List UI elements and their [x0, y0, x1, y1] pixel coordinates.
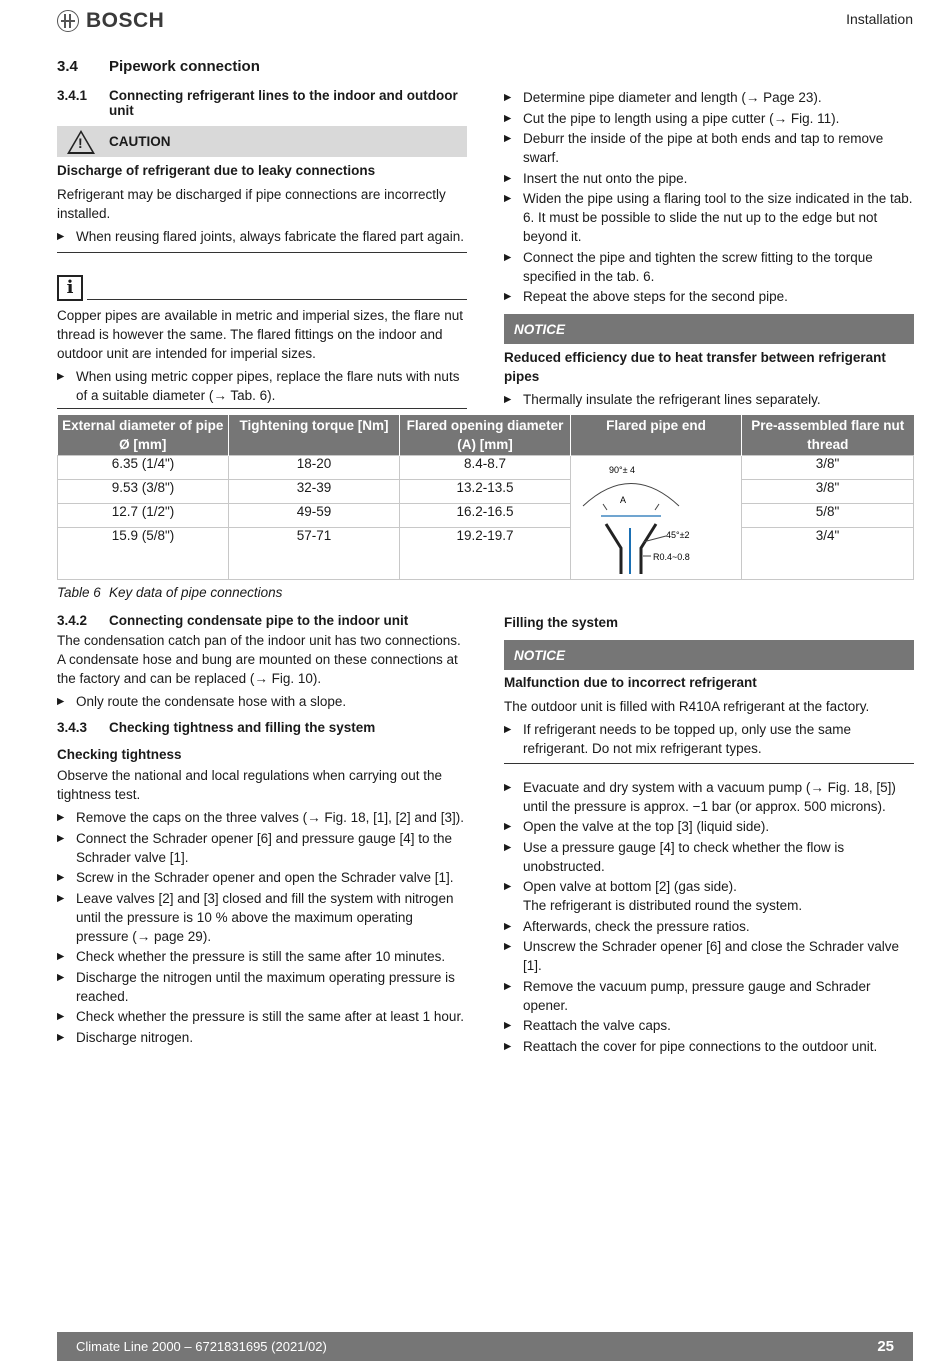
- list-item: ▶ Open the valve at the top [3] (liquid side).: [504, 817, 914, 836]
- table-cell: 3/4": [742, 527, 914, 579]
- caution-list: [57, 227, 467, 253]
- table-cell: 3/8": [742, 479, 914, 503]
- table-cell: 6.35 (1/4"): [58, 456, 229, 480]
- column-header: External diameter of pipe Ø [mm]: [58, 415, 229, 456]
- subsection-heading-3-4-2: [57, 613, 467, 628]
- filling-steps: [504, 778, 914, 1056]
- list-item: ▶ Check whether the pressure is still the same after 10 minutes.: [57, 947, 467, 966]
- bosch-armature-icon: [57, 10, 79, 32]
- table-cell: 16.2-16.5: [400, 503, 571, 527]
- info-icon: i: [57, 275, 83, 301]
- list-item: ▶ Deburr the inside of the pipe at both ends and tap to remove swarf.: [504, 129, 914, 167]
- notice-list: [504, 390, 914, 416]
- table-cell: 13.2-13.5: [400, 479, 571, 503]
- list-item: ▶ Unscrew the Schrader opener [6] and close the Schrader valve [1].: [504, 937, 914, 975]
- info-text: Copper pipes are available in metric and imperial sizes, the flare nut thread is however the same. The flared fittings on the indoor and outdoor unit are intended for imperial sizes.: [57, 307, 463, 361]
- page-number: 25: [877, 1338, 894, 1355]
- subsection-heading-3-4-1: [57, 88, 467, 118]
- caution-label: CAUTION: [109, 134, 171, 149]
- left-column-top: [57, 88, 467, 409]
- notice-banner: NOTICE: [504, 640, 914, 670]
- table-cell: 5/8": [742, 503, 914, 527]
- table-cell: 18-20: [229, 456, 400, 480]
- table-row: [58, 527, 914, 579]
- list-item: ▶ Remove the vacuum pump, pressure gauge and Schrader opener.: [504, 977, 914, 1015]
- list-item: ▶ Thermally insulate the refrigerant lines separately.: [504, 390, 914, 409]
- table-cell: 19.2-19.7: [400, 527, 571, 579]
- section-number: 3.4: [57, 58, 78, 75]
- table-cell: 12.7 (1/2"): [58, 503, 229, 527]
- table-caption: [57, 585, 282, 600]
- table-cell: 8.4-8.7: [400, 456, 571, 480]
- list-item: ▶ Discharge nitrogen.: [57, 1028, 467, 1047]
- left-column-bottom: [57, 613, 467, 1048]
- caution-banner: [57, 126, 467, 157]
- figure-label: 45°±2: [666, 530, 690, 540]
- list-item: ▶ If refrigerant needs to be topped up, only use the same refrigerant. Do not mix refrigerant types.: [504, 720, 914, 758]
- list-item: ▶ Check whether the pressure is still the same after at least 1 hour.: [57, 1007, 467, 1026]
- caution-heading: Discharge of refrigerant due to leaky connections: [57, 163, 376, 178]
- filling-heading: Filling the system: [504, 615, 619, 630]
- section-heading-3-4: [57, 58, 260, 75]
- list-item: ▶ Reattach the valve caps.: [504, 1016, 914, 1035]
- condensate-text: The condensation catch pan of the indoor unit has two connections. A condensate hose and bung are mounted on these connections at the factory and can be replaced (→ Fig. 10).: [57, 633, 461, 686]
- list-item: ▶ Afterwards, check the pressure ratios.: [504, 917, 914, 936]
- list-item: ▶ Cut the pipe to length using a pipe cutter (→ Fig. 11).: [504, 109, 914, 128]
- flared-pipe-diagram: [571, 456, 741, 576]
- brand-name: BOSCH: [86, 9, 165, 32]
- right-column-top: [504, 88, 914, 448]
- list-item: ▶ Reattach the cover for pipe connections to the outdoor unit.: [504, 1037, 914, 1056]
- caution-text: Refrigerant may be discharged if pipe connections are incorrectly installed.: [57, 187, 446, 221]
- tightness-steps: [57, 808, 467, 1047]
- list-item: ▶ Remove the caps on the three valves (→ Fig. 18, [1], [2] and [3]).: [57, 808, 467, 827]
- list-item: ▶ Only route the condensate hose with a slope.: [57, 692, 467, 711]
- tightness-heading: Checking tightness: [57, 747, 182, 762]
- column-header: Flared pipe end: [571, 415, 742, 456]
- info-list: [57, 367, 467, 410]
- flared-pipe-figure-cell: [571, 456, 742, 580]
- page-footer: [57, 1332, 913, 1361]
- table-cell: 32-39: [229, 479, 400, 503]
- subsection-number: 3.4.3: [57, 720, 88, 735]
- subsection-title: Connecting refrigerant lines to the indoor and outdoor unit: [109, 88, 458, 118]
- pipe-connection-table: [57, 415, 914, 580]
- list-item: ▶ Evacuate and dry system with a vacuum pump (→ Fig. 18, [5]) until the pressure is approx. −1 bar (or approx. 500 microns).: [504, 778, 914, 816]
- list-item: ▶ When reusing flared joints, always fabricate the flared part again.: [57, 227, 467, 246]
- brand-logo: [57, 9, 164, 33]
- warning-triangle-icon: !: [67, 130, 95, 154]
- right-column-bottom: [504, 613, 914, 1057]
- figure-label: A: [620, 495, 627, 505]
- list-item: ▶ Open valve at bottom [2] (gas side). The refrigerant is distributed round the system.: [504, 877, 914, 915]
- notice-banner: NOTICE: [504, 314, 914, 344]
- subsection-title: Connecting condensate pipe to the indoor unit: [109, 613, 409, 628]
- table-cell: 9.53 (3/8"): [58, 479, 229, 503]
- list-item: ▶ Connect the pipe and tighten the screw fitting to the torque specified in the tab. 6.: [504, 248, 914, 286]
- notice-heading: Malfunction due to incorrect refrigerant: [504, 675, 757, 690]
- table-cell: 49-59: [229, 503, 400, 527]
- table-row: [58, 503, 914, 527]
- document-reference: Climate Line 2000 – 6721831695 (2021/02): [76, 1339, 327, 1354]
- list-item: ▶ When using metric copper pipes, replace the flare nuts with nuts of a suitable diameter (→ Tab. 6).: [57, 367, 467, 405]
- subsection-title: Checking tightness and filling the system: [109, 720, 376, 735]
- table-row: [58, 456, 914, 480]
- section-title: Pipework connection: [109, 58, 260, 75]
- arc-ticks: [603, 504, 659, 510]
- section-header: Installation: [846, 11, 913, 27]
- column-header: Flared opening diameter (A) [mm]: [400, 415, 571, 456]
- column-header: Pre-assembled flare nut thread: [742, 415, 914, 456]
- table-cell: 57-71: [229, 527, 400, 579]
- subsection-number: 3.4.1: [57, 88, 88, 103]
- condensate-list: [57, 692, 467, 711]
- subsection-number: 3.4.2: [57, 613, 88, 628]
- list-item: ▶ Determine pipe diameter and length (→ Page 23).: [504, 88, 914, 107]
- list-item: ▶ Insert the nut onto the pipe.: [504, 169, 914, 188]
- connection-steps: [504, 88, 914, 306]
- divider: [87, 299, 467, 300]
- list-item: ▶ Widen the pipe using a flaring tool to the size indicated in the tab. 6. It must be possible to slide the nut up to the edge but not beyond it.: [504, 189, 914, 246]
- list-item: ▶ Leave valves [2] and [3] closed and fill the system with nitrogen until the pressure is 10 % above the maximum operating pressure (→ page 29).: [57, 889, 467, 946]
- list-item: ▶ Use a pressure gauge [4] to check whether the flow is unobstructed.: [504, 838, 914, 876]
- angle-arc: [583, 484, 679, 507]
- caption-text: Key data of pipe connections: [109, 585, 283, 600]
- list-item: ▶ Connect the Schrader opener [6] and pressure gauge [4] to the Schrader valve [1].: [57, 829, 467, 867]
- notice-list: [504, 720, 914, 764]
- tightness-text: Observe the national and local regulations when carrying out the tightness test.: [57, 768, 442, 802]
- table-cell: 15.9 (5/8"): [58, 527, 229, 579]
- figure-label: R0.4~0.8: [653, 552, 690, 562]
- notice-heading: Reduced efficiency due to heat transfer between refrigerant pipes: [504, 350, 886, 384]
- subsection-heading-3-4-3: [57, 720, 467, 735]
- info-header: [57, 275, 467, 301]
- table-header-row: [58, 415, 914, 456]
- list-item: ▶ Discharge the nitrogen until the maximum operating pressure is reached.: [57, 968, 467, 1006]
- list-item: ▶ Repeat the above steps for the second pipe.: [504, 287, 914, 306]
- column-header: Tightening torque [Nm]: [229, 415, 400, 456]
- figure-label: 90°± 4: [609, 465, 636, 475]
- table-row: [58, 479, 914, 503]
- list-item: ▶ Screw in the Schrader opener and open the Schrader valve [1].: [57, 868, 467, 887]
- notice-text: The outdoor unit is filled with R410A refrigerant at the factory.: [504, 699, 870, 714]
- caption-label: Table 6: [57, 585, 101, 600]
- table-cell: 3/8": [742, 456, 914, 480]
